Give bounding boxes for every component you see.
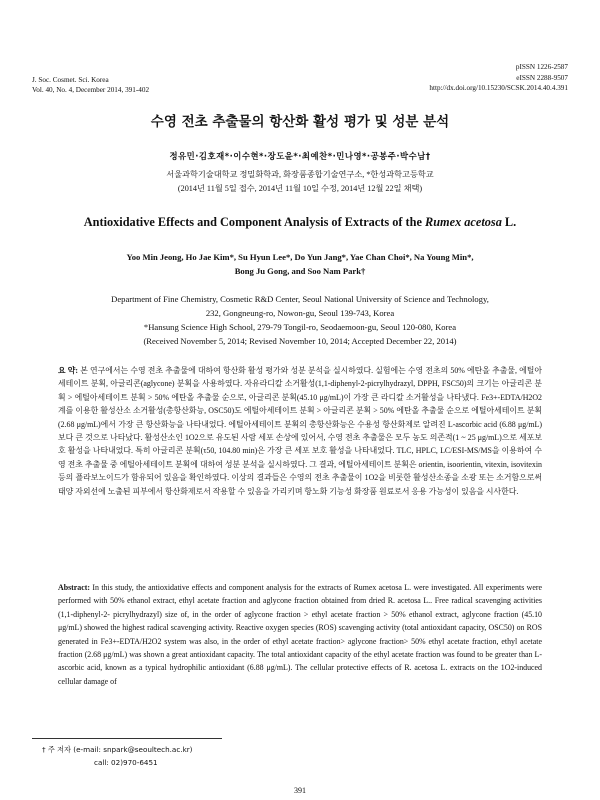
footnote-correspondent: † 주 저자 (e-mail: snpark@seoultech.ac.kr) — [42, 745, 193, 754]
english-authors-line-2: Bong Ju Gong, and Soo Nam Park† — [234, 266, 366, 276]
english-affiliation-line-2: 232, Gongneung-ro, Nowon-gu, Seoul 139-743, Korea — [205, 308, 395, 318]
journal-header-right — [429, 62, 568, 94]
doi-link[interactable]: http://dx.doi.org/10.15230/SCSK.2014.40.4.391 — [429, 84, 568, 92]
korean-abstract-text: 본 연구에서는 수영 전초 추출물에 대하여 항산화 활성 평가와 성분 분석을 실시하였다. 실험에는 수영 전초의 50% 에탄올 추출물, 에틸아세테이트 분획, 아글리콘(aglycone) 분획을 사용하였다. 자유라디칼 소거활성(1,1-diphenyl-2-picrylhydrazyl, DPPH, FSC50)의 크기는 아글리콘 분획 > 에틸아세테이트 분획 > 50% 에탄올 추출물 순으로, 아글리콘 분획(45.10 μg/mL)이 가장 큰 라디칼 소거활성을 나타냈다. Fe3+-EDTA/H2O2계를 이용한 활성산소 소거활성(총항산화능, OSC50)도 에틸아세테이트 분획 > 아글리콘 분획 > 50% 에탄올 추출물 순으로 에틸아세테이트 분획(2.68 μg/mL)에서 가장 큰 항산화능을 나타내었다. 에틸아세테이트 분획의 총항산화능은 수용성 항산화제로 알려진 L-ascorbic acid (6.88 μg/mL)보다 큰 것으로 나타났다. 활성산소인 1O2으로 유도된 사람 세포 손상에 있어서, 수영 전초 추출물은 모두 농도 의존적(1 ~ 25 μg/mL)으로 세포보호 활성을 나타내었다. 특히 아글리콘 분획(τ50, 104.80 min)은 가장 큰 세포 보호 활성을 나타내었다. TLC, HPLC, LC/ESI-MS/MS을 이용하여 수영 전초 추출물 중 에틸아세테이트 분획에 대하여 성분 분석을 실시하였다. 그 결과, 에틸아세테이트 분획은 orientin, isoorientin, vitexin, isovitexin 등의 플라보노이드가 함유되어 있음을 확인하였다. 이상의 결과들은 수영의 전초 추출물이 1O2을 비롯한 활성산소종을 소광 또는 소거함으로써 태양 자외선에 노출된 피부에서 항산화제로서 작용할 수 있음을 가리키며 항노화 기능성 화장품 원료로서 응용 가능성이 있음을 시사한다. — [58, 366, 542, 496]
english-title-main: Antioxidative Effects and Component Analysis of Extracts of the — [83, 215, 425, 229]
english-abstract — [58, 581, 542, 688]
english-dates: (Received November 5, 2014; Revised November 10, 2014; Accepted December 22, 2014) — [143, 336, 457, 346]
english-affiliation — [40, 292, 560, 348]
korean-affiliation: 서울과학기술대학교 정밀화학과, 화장품종합기술연구소, *한성과학고등학교 — [166, 170, 434, 179]
english-title — [0, 215, 600, 230]
english-title-suffix: L. — [501, 215, 517, 229]
journal-header-left — [32, 75, 149, 95]
korean-title: 수영 전초 추출물의 항산화 활성 평가 및 성분 분석 — [150, 114, 450, 130]
korean-affiliation-block — [0, 168, 600, 196]
korean-abstract-label: 요 약: — [58, 366, 79, 375]
english-abstract-text: In this study, the antioxidative effects and component analysis for the extracts of Rumex acetosa L. were investigated. All experiments were performed with 50% ethanol extract, ethyl acetate fraction and aglycone fraction obtained from dried R. acetosa L.. Free radical scavenging activities (1,1-diphenyl-2- picrylhydrazyl) size of, in the order of aglycone fraction > ethyl acetate fraction > 50% ethanol extract, aglycone fraction (45.10 μg/mL) showed the highest radical scavenging activity. Reactive oxygen species (ROS) scavenging activity (total antioxidant capacity, OSC50) on ROS generated in Fe3+-EDTA/H2O2 system was also, in the order of ethyl acetate fraction> aglycone fraction> 50% ethyl acetate fraction, ethyl acetate fraction (2.68 μg/mL) was shown a great antioxidant capacity. The total antioxidant capacity of the ethyl acetate fraction was found to be greater than L-ascorbic acid, known as a typical hydrophilic antioxidant (6.88 μg/mL). The cellular protective effects of R. acetosa L. extracts on the 1O2-induced cellular damage of — [58, 583, 542, 686]
footnote — [42, 743, 193, 769]
journal-name: J. Soc. Cosmet. Sci. Korea — [32, 76, 109, 84]
english-abstract-label: Abstract: — [58, 583, 90, 592]
korean-dates: (2014년 11월 5일 접수, 2014년 11월 10일 수정, 2014년 12월 22일 채택) — [177, 184, 423, 193]
english-affiliation-line-1: Department of Fine Chemistry, Cosmetic R&D Center, Seoul National University of Science and Technology, — [111, 294, 489, 304]
english-affiliation-line-3: *Hansung Science High School, 279-79 Tongil-ro, Seodaemoon-gu, Seoul 120-080, Korea — [143, 322, 457, 332]
footnote-call: call: 02)970-6451 — [94, 758, 158, 767]
english-title-species: Rumex acetosa — [425, 215, 502, 229]
page-number: 391 — [294, 786, 306, 795]
korean-abstract — [58, 364, 542, 498]
footnote-divider — [32, 738, 222, 739]
korean-authors: 정유민·김호재*·이수현*·장도윤*·최예찬*·민나영*·공봉주·박수남† — [169, 151, 431, 161]
english-authors-line-1: Yoo Min Jeong, Ho Jae Kim*, Su Hyun Lee*, Do Yun Jang*, Yae Chan Choi*, Na Young Min*, — [126, 252, 474, 262]
volume-info: Vol. 40, No. 4, December 2014, 391-402 — [32, 86, 150, 94]
pissn: pISSN 1226-2587 — [515, 63, 568, 71]
english-authors — [60, 250, 540, 278]
eissn: eISSN 2288-9507 — [516, 73, 568, 82]
